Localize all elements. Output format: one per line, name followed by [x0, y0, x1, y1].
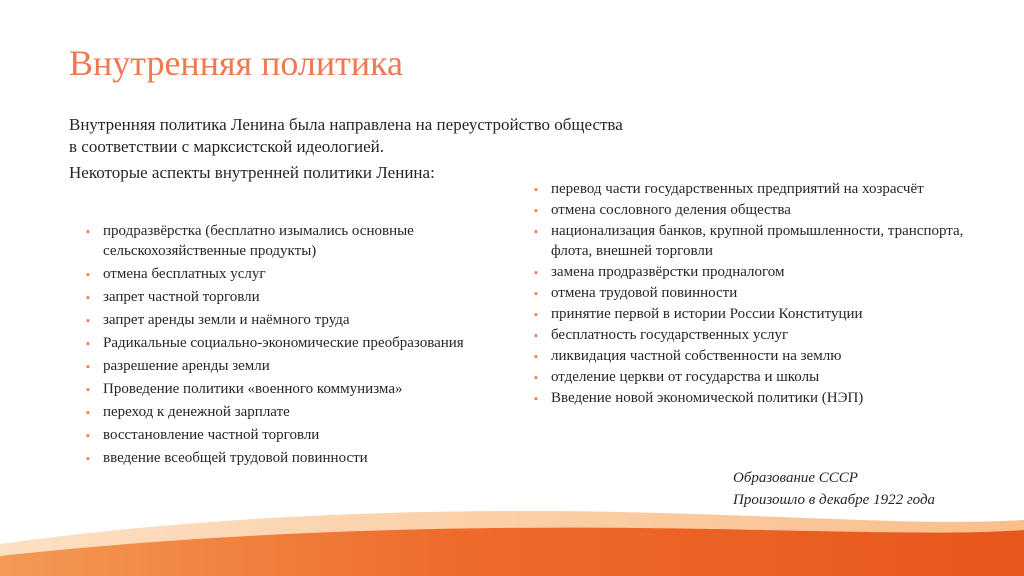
bullet-icon: ▪ [534, 205, 538, 217]
list-item-text: запрет частной торговли [103, 289, 260, 305]
list-item [519, 367, 979, 387]
bullet-icon: ▪ [86, 269, 90, 281]
list-item [519, 221, 979, 261]
list-item [519, 179, 979, 199]
list-item-text: восстановление частной торговли [103, 427, 320, 443]
bullet-icon: ▪ [86, 338, 90, 350]
list-item-text: отмена сословного деления общества [551, 202, 791, 218]
bullet-icon: ▪ [86, 407, 90, 419]
bullet-icon: ▪ [534, 184, 538, 196]
list-item-text: отмена бесплатных услуг [103, 266, 266, 282]
bullet-icon: ▪ [534, 226, 538, 238]
list-item [519, 304, 979, 324]
list-item [519, 283, 979, 303]
list-item [519, 200, 979, 220]
list-item-text: разрешение аренды земли [103, 358, 270, 374]
bullet-icon: ▪ [534, 288, 538, 300]
bullet-icon: ▪ [86, 384, 90, 396]
decorative-wave [0, 496, 1024, 576]
intro-paragraph: Некоторые аспекты внутренней политики Ленина: [69, 163, 435, 182]
list-item-text: Введение новой экономической политики (НЭП) [551, 390, 864, 406]
list-item [71, 333, 491, 353]
list-item [71, 221, 491, 261]
list-item [71, 379, 491, 399]
list-item-text: принятие первой в истории России Конституции [551, 306, 863, 322]
bullet-icon: ▪ [86, 430, 90, 442]
list-item-text: замена продразвёрстки продналогом [551, 264, 785, 280]
list-item [71, 402, 491, 422]
list-item [519, 388, 979, 408]
bullet-icon: ▪ [534, 267, 538, 279]
left-bullet-list [71, 221, 491, 471]
list-item [71, 287, 491, 307]
bullet-icon: ▪ [86, 226, 90, 238]
list-item-text: национализация банков, крупной промышленности, транспорта, флота, внешней торговли [551, 223, 964, 259]
list-item [519, 325, 979, 345]
bullet-icon: ▪ [534, 351, 538, 363]
list-item-text: отмена трудовой повинности [551, 285, 738, 301]
list-item [71, 425, 491, 445]
list-item-text: запрет аренды земли и наёмного труда [103, 312, 350, 328]
list-item [71, 310, 491, 330]
right-bullet-list [519, 179, 979, 409]
list-item-text: Радикальные социально-экономические преобразования [103, 335, 464, 351]
bullet-icon: ▪ [534, 330, 538, 342]
bullet-icon: ▪ [534, 372, 538, 384]
list-item [71, 448, 491, 468]
bullet-icon: ▪ [534, 393, 538, 405]
bullet-icon: ▪ [86, 315, 90, 327]
list-item [71, 264, 491, 284]
intro-text [69, 114, 629, 188]
list-item [71, 356, 491, 376]
list-item [519, 346, 979, 366]
bullet-icon: ▪ [86, 292, 90, 304]
list-item-text: Проведение политики «военного коммунизма» [103, 381, 403, 397]
list-item-text: бесплатность государственных услуг [551, 327, 789, 343]
bullet-icon: ▪ [534, 309, 538, 321]
bullet-icon: ▪ [86, 361, 90, 373]
list-item [519, 262, 979, 282]
list-item-text: перевод части государственных предприятий на хозрасчёт [551, 181, 924, 197]
list-item-text: переход к денежной зарплате [103, 404, 290, 420]
bullet-icon: ▪ [86, 453, 90, 465]
note-line: Образование СССР [733, 470, 858, 486]
list-item-text: введение всеобщей трудовой повинности [103, 450, 368, 466]
list-item-text: продразвёрстка (бесплатно изымались основные сельскохозяйственные продукты) [103, 223, 414, 259]
list-item-text: отделение церкви от государства и школы [551, 369, 820, 385]
list-item-text: ликвидация частной собственности на землю [551, 348, 842, 364]
intro-paragraph: Внутренняя политика Ленина была направлена на переустройство общества в соответствии с марксистской идеологией. [69, 115, 623, 156]
note-line: Произошло в декабре 1922 года [733, 492, 936, 508]
slide-title: Внутренняя политика [69, 43, 404, 83]
